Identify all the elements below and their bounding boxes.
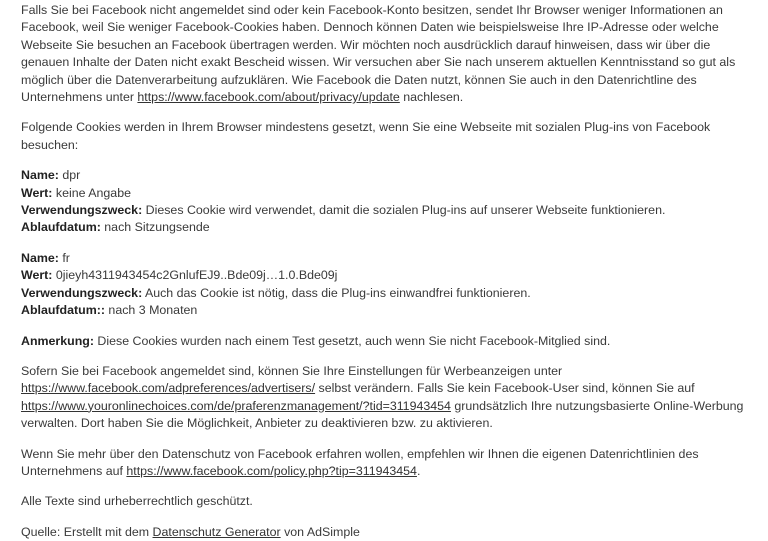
adpreferences-link[interactable]: https://www.facebook.com/adpreferences/advertisers/ xyxy=(21,381,316,396)
cookies-intro-paragraph: Folgende Cookies werden in Ihrem Browser mindestens gesetzt, wenn Sie eine Webseite mit sozialen Plug-ins von Facebook besuchen: xyxy=(21,120,711,152)
datenschutz-generator-link[interactable]: Datenschutz Generator xyxy=(152,524,281,539)
cookie-purpose-label: Verwendungszweck: xyxy=(21,203,143,218)
youronlinechoices-link[interactable]: https://www.youronlinechoices.com/de/praferenzmanagement/?tid=311943454 xyxy=(21,398,451,413)
ads-paragraph xyxy=(21,363,746,433)
policy-after-text: . xyxy=(416,463,421,478)
note-paragraph xyxy=(21,333,746,350)
cookie-dpr-block xyxy=(21,167,746,237)
cookie-expiry-value: nach Sitzungsende xyxy=(100,220,210,235)
intro-after-text: nachlesen. xyxy=(399,90,464,105)
cookie-fr-block xyxy=(21,250,746,320)
policy-text: Wenn Sie mehr über den Datenschutz von Facebook erfahren wollen, empfehlen wir Ihnen die eigenen Datenrichtlinien des Unternehmens auf xyxy=(21,446,699,478)
source-suffix: von AdSimple xyxy=(280,524,360,539)
facebook-policy-link[interactable]: https://www.facebook.com/policy.php?tip=311943454 xyxy=(126,463,417,478)
cookie-purpose-label: Verwendungszweck: xyxy=(21,285,143,300)
cookie-name-label: Name: xyxy=(21,250,59,265)
cookie-purpose-value: Dieses Cookie wird verwendet, damit die sozialen Plug-ins auf unserer Webseite funktionieren. xyxy=(142,203,666,218)
copyright-paragraph: Alle Texte sind urheberrechtlich geschützt. xyxy=(21,494,253,509)
note-label: Anmerkung: xyxy=(21,333,94,348)
cookie-name-value: fr xyxy=(58,250,70,265)
ads-text: selbst verändern. Falls Sie kein Facebook-User sind, können Sie auf xyxy=(315,381,695,396)
cookie-name-label: Name: xyxy=(21,168,59,183)
cookie-expiry-label: Ablaufdatum: xyxy=(21,220,101,235)
ads-text: Sofern Sie bei Facebook angemeldet sind, können Sie Ihre Einstellungen für Werbeanzeigen unter xyxy=(21,363,563,378)
cookie-name-value: dpr xyxy=(58,168,81,183)
source-prefix: Quelle: Erstellt mit dem xyxy=(21,524,153,539)
cookie-value-value: 0jieyh4311943454c2GnlufEJ9..Bde09j…1.0.Bde09j xyxy=(52,268,338,283)
facebook-privacy-link[interactable]: https://www.facebook.com/about/privacy/update xyxy=(137,90,400,105)
cookie-value-label: Wert: xyxy=(21,268,53,283)
source-paragraph xyxy=(21,524,746,541)
cookie-purpose-value: Auch das Cookie ist nötig, dass die Plug-ins einwandfrei funktionieren. xyxy=(142,285,531,300)
cookie-value-value: keine Angabe xyxy=(52,185,131,200)
policy-paragraph xyxy=(21,446,746,481)
note-text: Diese Cookies wurden nach einem Test gesetzt, auch wenn Sie nicht Facebook-Mitglied sind. xyxy=(93,333,611,348)
ads-text: grundsätzlich Ihre nutzungsbasierte Online-Werbung verwalten. Dort haben Sie die Möglichkeit, Anbieter zu deaktivieren bzw. zu aktivieren. xyxy=(21,398,744,431)
cookie-expiry-value: nach 3 Monaten xyxy=(104,303,198,318)
cookie-value-label: Wert: xyxy=(21,185,53,200)
intro-text: Falls Sie bei Facebook nicht angemeldet sind oder kein Facebook-Konto besitzen, sendet Ihr Browser weniger Informationen an Facebook, weil Sie weniger Facebook-Cookies haben. Dennoch können Daten wie beispielsweise Ihre IP-Adresse oder welche Webseite Sie besuchen an Facebook übertragen werden. Wir möchten noch ausdrücklich darauf hinweisen, dass wir über die genauen Inhalte der Daten nicht exakt Bescheid wissen. Wir versuchen aber Sie nach unserem aktuellen Kenntnisstand so gut als möglich über die Datenverarbeitung aufzuklären. Wie Facebook die Daten nutzt, können Sie auch in den Datenrichtline des Unternehmens unter xyxy=(21,3,736,105)
cookie-expiry-label: Ablaufdatum:: xyxy=(21,303,105,318)
intro-paragraph xyxy=(21,2,746,106)
